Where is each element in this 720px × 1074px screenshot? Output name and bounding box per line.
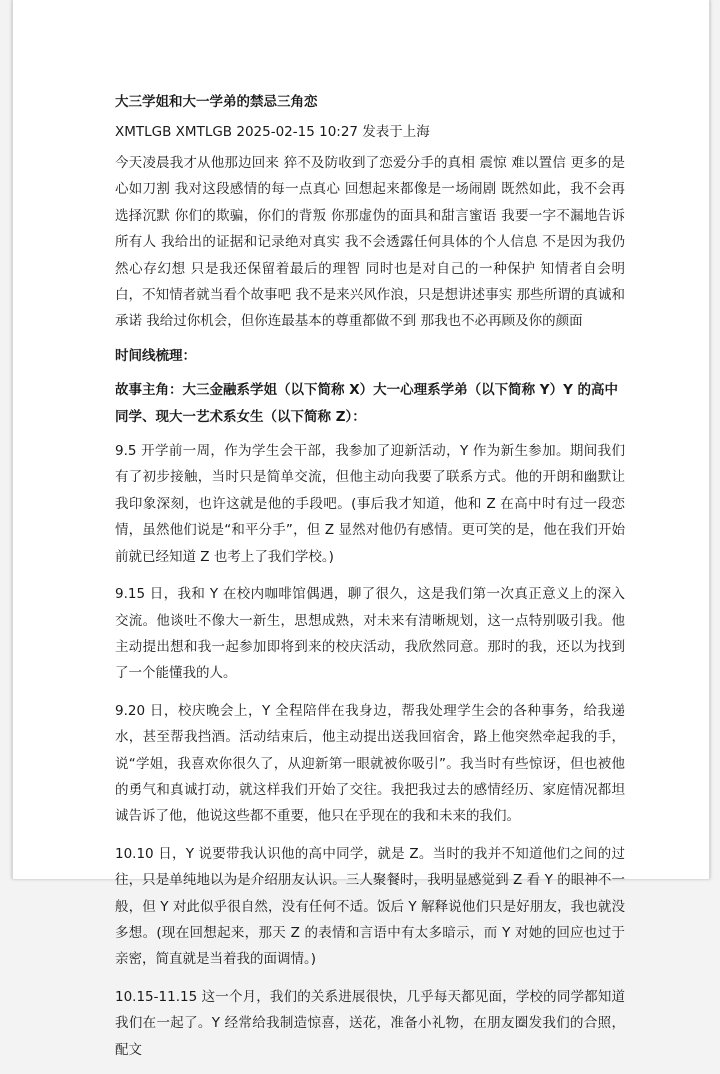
timeline-entry: 9.15 日，我和 Y 在校内咖啡馆偶遇，聊了很久，这是我们第一次真正意义上的深入交流。他谈吐不像大一新生，思想成熟，对未来有清晰规划，这一点特别吸引我。他主动提出想和我一起参加即将到来的校庆活动，我欣然同意。那时的我，还以为找到了一个能懂我的人。	[115, 586, 625, 682]
timeline-entry: 10.10 日，Y 说要带我认识他的高中同学，就是 Z。当时的我并不知道他们之间的过往，只是单纯地以为是介绍朋友认识。三人聚餐时，我明显感觉到 Z 看 Y 的眼神不一般，但 Y 对此似乎很自然，没有任何不适。饭后 Y 解释说他们只是好朋友，我也就没多想。(现在回想起来，那天 Z 的表情和言语中有太多暗示，而 Y 对她的回应也过于亲密，简直就是当着我的面调情。)	[115, 845, 625, 968]
article-body	[115, 92, 625, 1074]
intro-paragraph: 今天凌晨我才从他那边回来 猝不及防收到了恋爱分手的真相 震惊 难以置信 更多的是心如刀割 我对这段感情的每一点真心 回想起来都像是一场闹剧 既然如此，我不会再选择沉默 你们的欺骗，你们的背叛 你那虚伪的面具和甜言蜜语 我要一字不漏地告诉所有人 我给出的证据和记录绝对真实 我不会透露任何具体的个人信息 不是因为我仍然心存幻想 只是我还保留着最后的理智 同时也是对自己的一种保护 知情者自会明白，不知情者就当看个故事吧 我不是来兴风作浪，只是想讲述事实 那些所谓的真诚和承诺 我给过你机会，但你连最基本的尊重都做不到 那我也不必再顾及你的颜面	[115, 155, 625, 330]
timeline-entry: 10.15-11.15 这一个月，我们的关系进展很快，几乎每天都见面，学校的同学都知道我们在一起了。Y 经常给我制造惊喜，送花，准备小礼物，在朋友圈发我们的合照，配文	[115, 988, 625, 1058]
article-title: 大三学姐和大一学弟的禁忌三角恋	[115, 94, 318, 110]
timeline-heading: 时间线梳理：	[115, 347, 196, 364]
timeline-entry: 9.20 日，校庆晚会上，Y 全程陪伴在我身边，帮我处理学生会的各种事务，给我递水，甚至帮我挡酒。活动结束后，他主动提出送我回宿舍，路上他突然牵起我的手，说“学姐，我喜欢你很久了，从迎新第一眼就被你吸引”。我当时有些惊讶，但也被他的勇气和真诚打动，就这样我们开始了交往。我把我过去的感情经历、家庭情况都坦诚告诉了他，他说这些都不重要，他只在乎现在的我和未来的我们。	[115, 702, 625, 825]
timeline-entry: 9.5 开学前一周，作为学生会干部，我参加了迎新活动，Y 作为新生参加。期间我们有了初步接触，当时只是简单交流，但他主动向我要了联系方式。他的开朗和幽默让我印象深刻，也许这就是他的手段吧。(事后我才知道，他和 Z 在高中时有过一段恋情，虽然他们说是“和平分手”，但 Z 显然对他仍有感情。更可笑的是，他在我们开始前就已经知道 Z 也考上了我们学校。)	[115, 443, 625, 565]
characters-paragraph: 故事主角：大三金融系学姐（以下简称 X）大一心理系学弟（以下简称 Y）Y 的高中同学、现大一艺术系女生（以下简称 Z）：	[115, 382, 619, 425]
document-page	[12, 0, 710, 1058]
article-meta: XMTLGB XMTLGB 2025-02-15 10:27 发表于上海	[115, 124, 430, 140]
